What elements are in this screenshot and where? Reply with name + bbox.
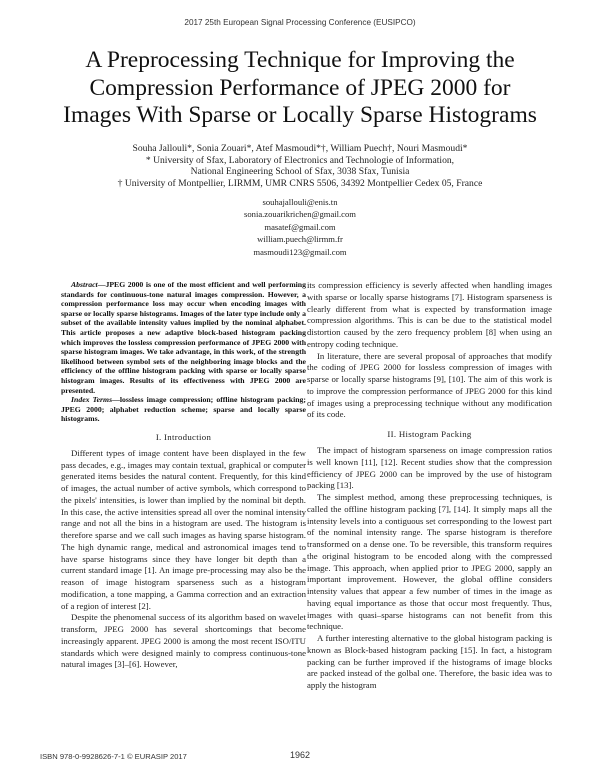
email-address: souhajallouli@enis.tn — [262, 197, 338, 207]
right-column — [307, 280, 552, 692]
body-paragraph: A further interesting alternative to the global histogram packing is known as Block-based histogram packing [15]. In fact, a histogram packing can be further improved if the histograms of image blocks are packed instead of the golbal one. Therefore, the basic idea was to apply the histogram — [307, 633, 552, 690]
body-paragraph: Despite the phenomenal success of its algorithm based on wavelet transform, JPEG 2000 has several shortcomings that become increasingly apparent. JPEG 2000 is among the most recent ISO/ITU standards which were designed mainly to compress continuous-tone natural images [3]–[6]. However, — [61, 612, 306, 670]
index-terms-text: —lossless image compression; offline histogram packing; JPEG 2000; alphabet reduction scheme; sparse and locally sparse histograms. — [61, 395, 306, 424]
left-column — [61, 280, 306, 671]
affiliation-line: † University of Montpellier, LIRMM, UMR CNRS 5506, 34392 Montpellier Cedex 05, France — [117, 177, 483, 189]
body-paragraph: its compression efficiency is severly affected when handling images with sparse or locally sparse histograms [7]. Histogram sparseness is clearly different from what is expected by transformation image compression algorithms. This is can be due to the statistical model distortion caused by the zero frequency problem [8] when using an entropy coding technique. — [307, 280, 552, 349]
affiliation-line: National Engineering School of Sfax, 3038 Sfax, Tunisia — [190, 166, 410, 178]
isbn-footer: ISBN 978-0-9928626-7-1 © EURASIP 2017 — [40, 752, 187, 761]
body-paragraph: In literature, there are several proposal of approaches that modify the coding of JPEG 2000 for lossless compression of images with sparse or locally sparse histograms [9], [10]. The aim of this work is to improve the compression performance of JPEG 2000 for this kind of images using a preprocessing technique without any modification of its code. — [307, 350, 552, 420]
conference-header: 2017 25th European Signal Processing Conference (EUSIPCO) — [184, 18, 416, 27]
body-paragraph: Different types of image content have been displayed in the few pass decades, e.g., images may contain textual, graphical or computer generated items besides the natural content. Frequently, for this kind of images, the actual number of active symbols, which correspond to the pixels' intensities, is lower than implied by the nominal bit depth. In this case, the active intensities spread all over the nominal intensity range and not all the bins in a histogram are used. The histogram is therefore sparse and we call such images as having sparse histogram. The high dynamic range, medical and astronomical images tend to have sparse histograms since they have longer bit depth than a current standard image [1]. An image pre-processing may also be the reason of image histogram sparseness such as a histogram modification, a tone mapping, a Gamma correction and an extraction of a region of interest [2]. — [61, 447, 306, 611]
email-list — [40, 196, 560, 258]
page-number: 1962 — [289, 750, 311, 760]
email-address: william.puech@lirmm.fr — [257, 234, 343, 245]
section-heading-introduction: I. Introduction — [155, 431, 212, 442]
paper-title — [40, 47, 560, 130]
abstract-text: —JPEG 2000 is one of the most efficient and well performing standards for continuous-tone natural images compression. However, a compression performance loss may occur when encoding images with sparse or locally sparse histograms. Images of the later type include only a subset of the available intensity values implied by the nominal alphabet. This article proposes a new adaptive block-based histogram packing which improves the lossless compression performance of JPEG 2000 with sparse histogram images. We take advantage, in this work, of the strength likelihood between symbol sets of the neighboring image blocks and the efficiency of the offline histogram packing with sparse or locally sparse histogram images. Results of its effectiveness with JPEG 2000 are presented. — [61, 280, 306, 395]
title-line: A Preprocessing Technique for Improving the — [85, 47, 515, 73]
email-address: masmoudi123@gmail.com — [253, 246, 347, 257]
title-line: Compression Performance of JPEG 2000 for — [89, 74, 511, 101]
index-terms — [61, 395, 306, 424]
email-address: masatef@gmail.com — [264, 221, 336, 232]
author-names: Souha Jallouli*, Sonia Zouari*, Atef Masmoudi*†, William Puech†, Nouri Masmoudi* — [132, 143, 468, 154]
affiliation-line: * University of Sfax, Laboratory of Electronics and Technologie of Information, — [145, 154, 455, 166]
body-paragraph: The simplest method, among these preprocessing techniques, is called the offline histogram packing [7], [14]. It simply maps all the intensity levels into a contiguous set corresponding to the lowest part of the nominal intensity range. The sparse histogram is therefore transformed on a dense one. To be reversible, this transform requires the original histogram to be encoded along with the compressed image. This approach, when applied prior to JPEG 2000, sapply an important improvement. However, the global offline considers intensity values that appear a few number of times in the image as having equal importance as those that occur most frequently. Thus, images with quasi–sparse histograms can not benefit from this technique. — [307, 492, 552, 632]
index-terms-label: Index Terms — [71, 395, 113, 405]
email-address: sonia.zouarikrichen@gmail.com — [244, 209, 356, 220]
abstract-label: Abstract — [71, 280, 98, 289]
abstract — [61, 280, 306, 395]
author-block — [40, 143, 560, 189]
section-heading-histogram-packing: II. Histogram Packing — [387, 429, 472, 439]
title-line: Images With Sparse or Locally Sparse Histograms — [63, 102, 537, 128]
body-paragraph: The impact of histogram sparseness on image compression ratios is well known [11], [12]. Recent studies show that the compression efficiency of JPEG 2000 can be improved by the use of histogram packing [13]. — [307, 445, 552, 491]
